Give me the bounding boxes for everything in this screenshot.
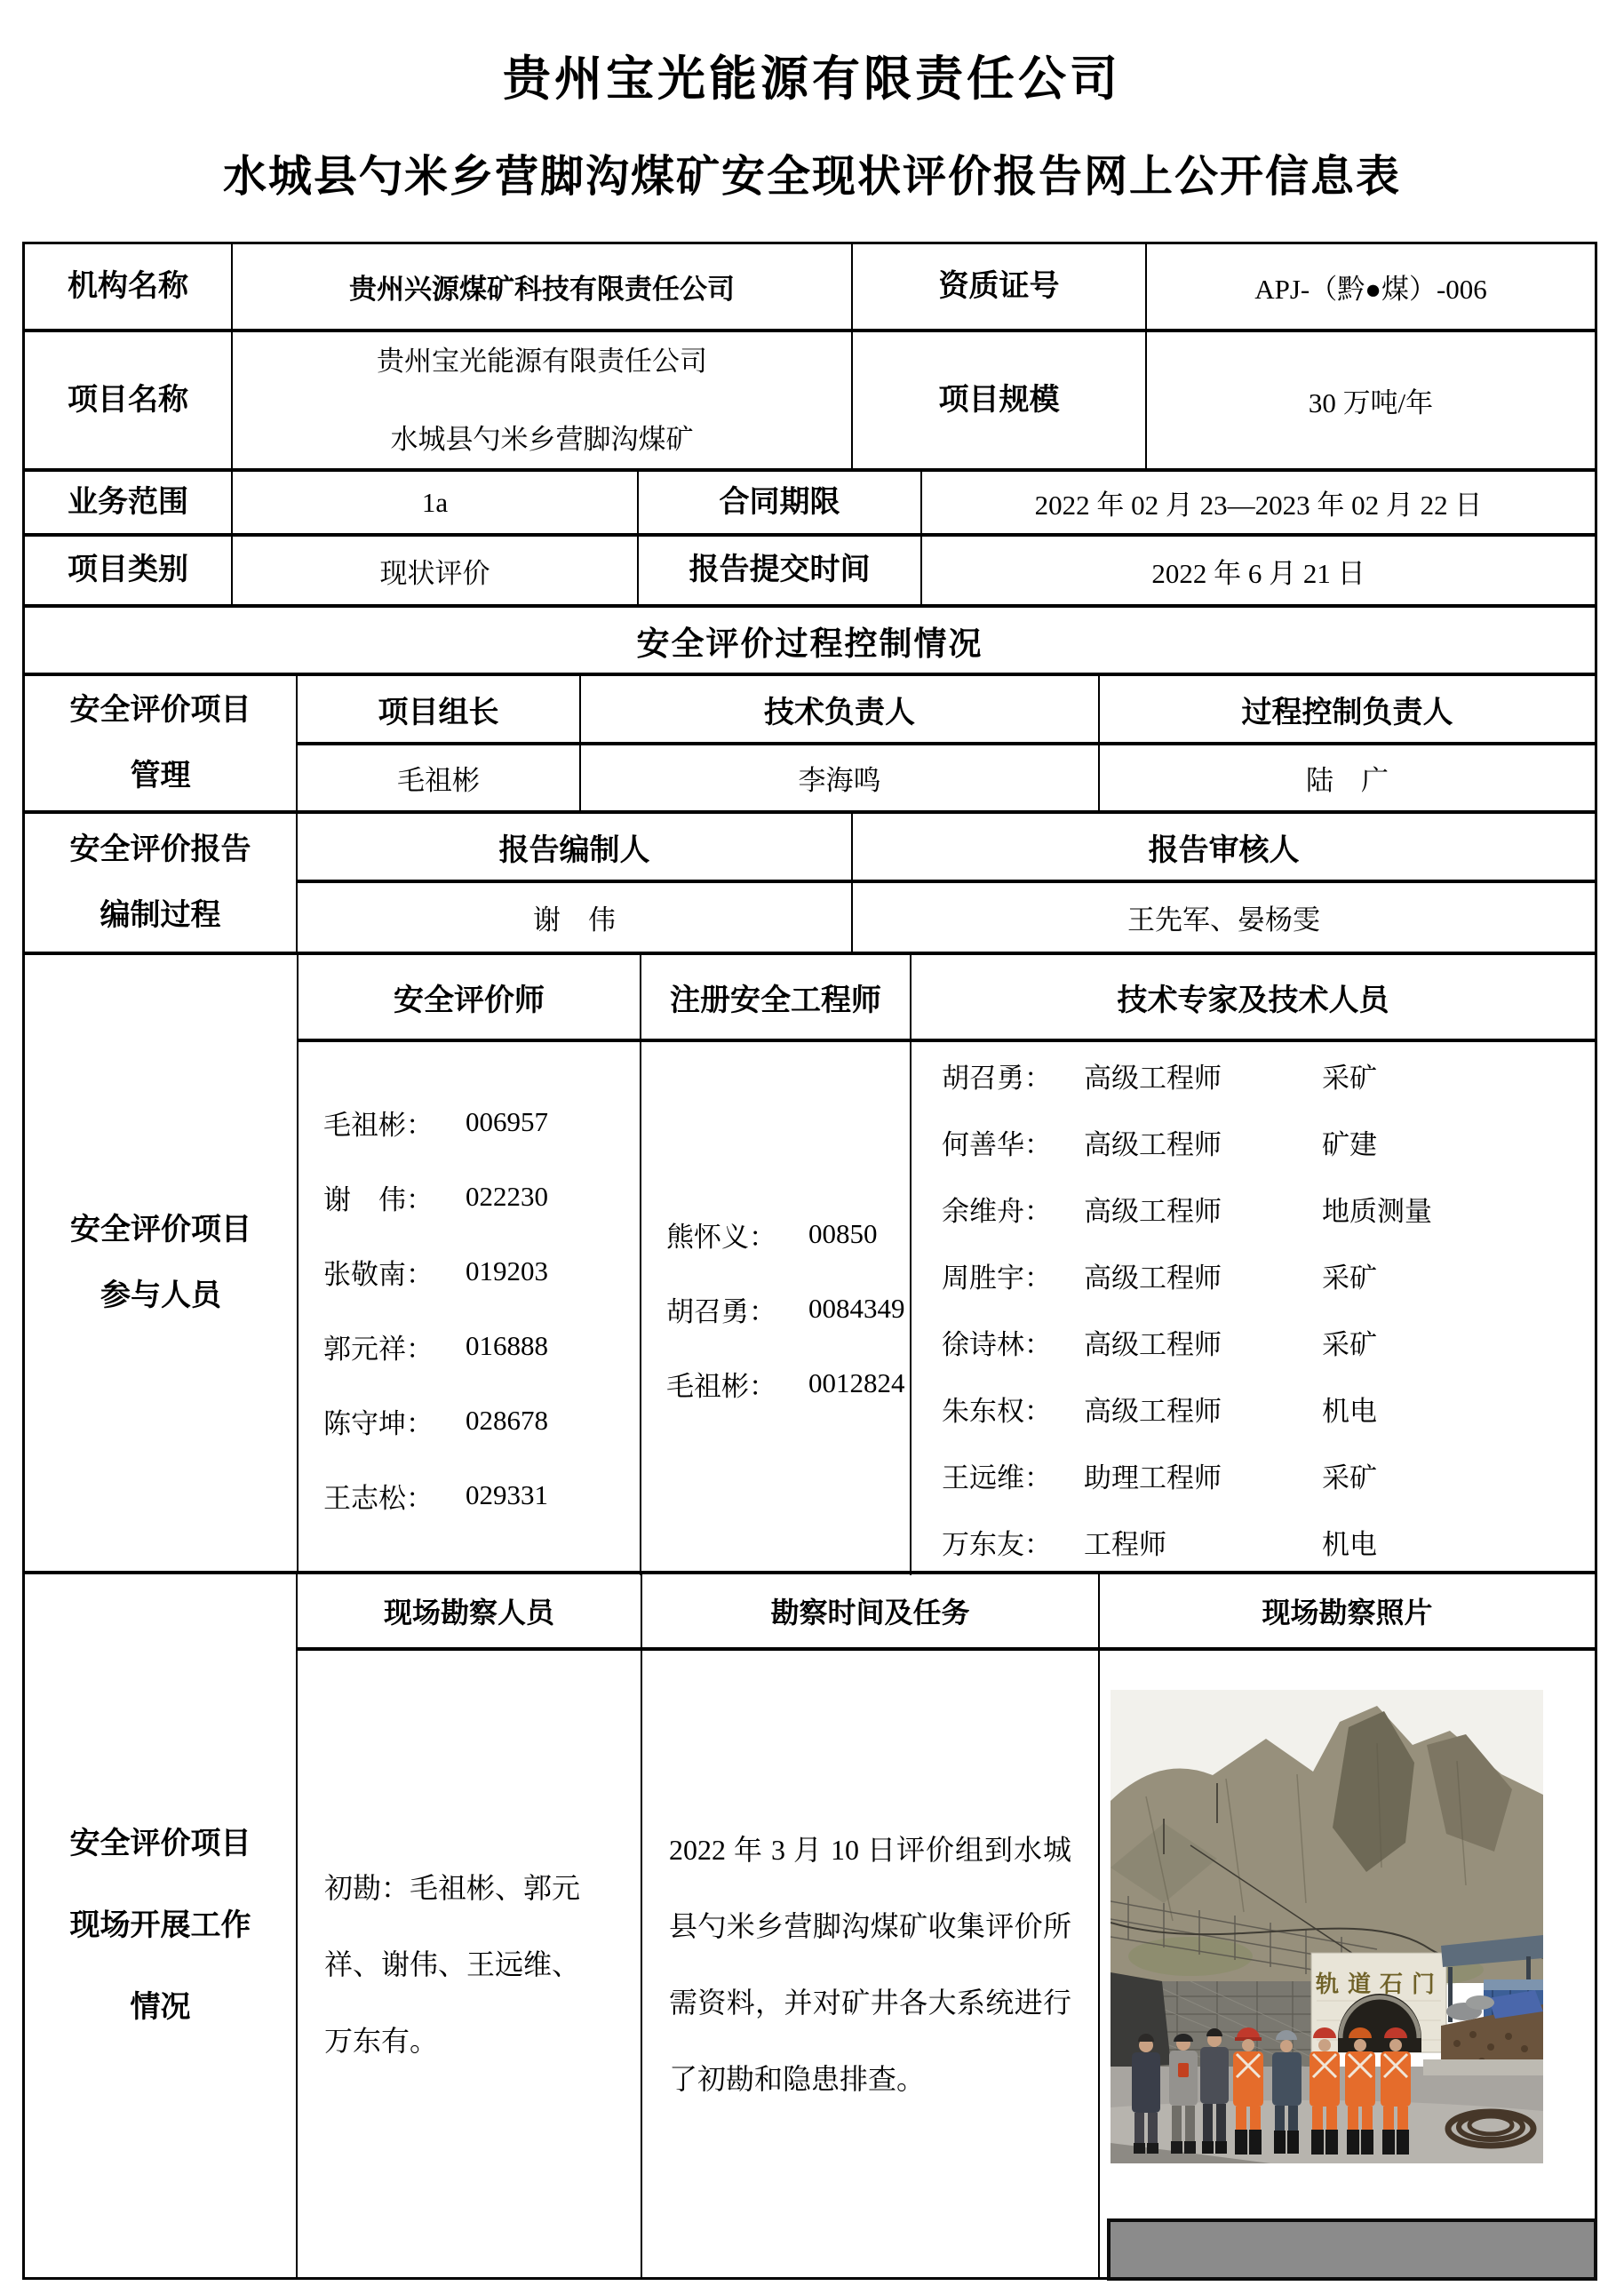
expert-title: 高级工程师 xyxy=(1084,1063,1222,1094)
participants-header-row xyxy=(299,955,1595,1042)
engineer-cert: 00850 xyxy=(808,1218,878,1249)
section-report xyxy=(25,814,1595,955)
site-photo xyxy=(1111,1690,1543,2163)
list-item xyxy=(323,1383,548,1458)
evaluator-name: 谢 伟： xyxy=(323,1183,434,1215)
project-name-line2: 水城县勺米乡营脚沟煤矿 xyxy=(390,423,694,455)
evaluator-cert: 016888 xyxy=(466,1330,548,1361)
survey-photo-header: 现场勘察照片 xyxy=(1262,1597,1433,1629)
survey-personnel-cell xyxy=(298,1651,642,2277)
scope-label: 业务范围 xyxy=(25,472,233,533)
expert-field: 采矿 xyxy=(1322,1329,1377,1360)
survey-task-header: 勘察时间及任务 xyxy=(642,1574,1100,1647)
project-name-value xyxy=(233,332,853,468)
report-header-row xyxy=(298,814,1595,883)
engineer-header: 注册安全工程师 xyxy=(641,955,912,1039)
evaluator-list-cell xyxy=(299,1042,641,1575)
evaluator-name: 毛祖彬： xyxy=(323,1109,434,1141)
list-item xyxy=(666,1271,905,1346)
management-grid xyxy=(298,676,1595,810)
list-item xyxy=(942,1509,1377,1575)
project-name-line1: 贵州宝光能源有限责任公司 xyxy=(377,345,707,377)
evaluator-list xyxy=(299,1042,640,1575)
expert-name: 王远维： xyxy=(942,1462,1052,1493)
document-title: 贵州宝光能源有限责任公司 xyxy=(503,52,1121,106)
engineer-cert: 0084349 xyxy=(808,1293,905,1324)
list-item xyxy=(942,1309,1377,1375)
list-item xyxy=(323,1458,548,1533)
leader-value: 毛祖彬 xyxy=(298,745,581,810)
site-photo-illustration xyxy=(1111,1690,1543,2163)
expert-title: 高级工程师 xyxy=(1084,1396,1222,1427)
evaluator-cert: 006957 xyxy=(466,1106,548,1137)
participants-body-row xyxy=(299,1042,1595,1575)
evaluator-cert: 029331 xyxy=(466,1479,548,1510)
expert-field: 采矿 xyxy=(1322,1462,1377,1493)
management-label-line2: 管理 xyxy=(130,759,191,793)
engineer-list xyxy=(641,1042,910,1575)
survey-personnel-text: 初勘：毛祖彬、郭元祥、谢伟、王远维、万东有。 xyxy=(324,1871,581,2057)
list-item xyxy=(942,1242,1377,1309)
submit-time-value: 2022 年 6 月 21 日 xyxy=(1151,557,1365,589)
report-value-row xyxy=(298,883,1595,952)
engineer-cert: 0012824 xyxy=(808,1367,905,1398)
expert-field: 地质测量 xyxy=(1322,1196,1432,1227)
participants-label xyxy=(25,955,299,1571)
row-organization xyxy=(25,244,1595,332)
management-label-line1: 安全评价项目 xyxy=(69,693,251,727)
list-item xyxy=(323,1085,548,1159)
expert-title: 高级工程师 xyxy=(1084,1329,1222,1360)
tech-lead-value: 李海鸣 xyxy=(581,745,1100,810)
evaluator-cert: 028678 xyxy=(466,1405,548,1436)
evaluator-name: 王志松： xyxy=(323,1482,434,1514)
survey-task-text: 2022 年 3 月 10 日评价组到水城县勺米乡营脚沟煤矿收集评价所需资料，并对矿井各大系统进行了初勘和隐患排查。 xyxy=(669,1833,1071,2095)
expert-field: 采矿 xyxy=(1322,1262,1377,1294)
category-value: 现状评价 xyxy=(233,537,639,604)
expert-field: 矿建 xyxy=(1322,1129,1377,1160)
expert-header: 技术专家及技术人员 xyxy=(1117,984,1389,1017)
list-item xyxy=(323,1159,548,1234)
row-scope xyxy=(25,472,1595,537)
list-item xyxy=(942,1042,1377,1109)
list-item xyxy=(666,1346,905,1421)
report-reviewer-header: 报告审核人 xyxy=(1148,833,1300,867)
report-writer-value: 谢 伟 xyxy=(298,883,853,952)
list-item xyxy=(323,1309,548,1383)
engineer-list-cell xyxy=(641,1042,912,1575)
engineer-name: 熊怀义： xyxy=(666,1221,776,1253)
engineer-name: 毛祖彬： xyxy=(666,1370,776,1402)
expert-name: 周胜宇： xyxy=(942,1262,1052,1294)
expert-list-cell xyxy=(912,1042,1595,1575)
management-value-row xyxy=(298,745,1595,810)
survey-task-cell xyxy=(642,1651,1100,2277)
process-control-header: 过程控制负责人 xyxy=(1241,696,1453,729)
expert-field: 机电 xyxy=(1322,1529,1377,1560)
org-name-value: 贵州兴源煤矿科技有限责任公司 xyxy=(233,244,853,329)
contract-label: 合同期限 xyxy=(639,472,922,533)
evaluator-cert: 019203 xyxy=(466,1255,548,1286)
list-item xyxy=(942,1175,1432,1242)
report-grid xyxy=(298,814,1595,952)
redacted-caption-bar xyxy=(1107,2218,1597,2281)
evaluator-cert: 022230 xyxy=(466,1181,548,1212)
report-label-line2: 编制过程 xyxy=(100,898,221,932)
report-label-line1: 安全评价报告 xyxy=(69,832,251,866)
report-writer-header: 报告编制人 xyxy=(298,814,853,880)
survey-personnel-header: 现场勘察人员 xyxy=(298,1574,642,1647)
org-name-label: 机构名称 xyxy=(25,244,233,329)
expert-title: 助理工程师 xyxy=(1084,1462,1222,1493)
section-participants xyxy=(25,955,1595,1574)
expert-name: 何善华： xyxy=(942,1129,1052,1160)
expert-field: 采矿 xyxy=(1322,1063,1377,1094)
expert-title: 高级工程师 xyxy=(1084,1129,1222,1160)
project-scale-label: 项目规模 xyxy=(853,332,1147,468)
participants-label-line1: 安全评价项目 xyxy=(70,1213,251,1247)
row-process-banner xyxy=(25,608,1595,676)
expert-field: 机电 xyxy=(1322,1396,1377,1427)
evaluator-name: 郭元祥： xyxy=(323,1333,434,1365)
expert-name: 徐诗林： xyxy=(942,1329,1052,1360)
expert-name: 万东友： xyxy=(942,1529,1052,1560)
tech-lead-header: 技术负责人 xyxy=(581,676,1100,742)
expert-name: 朱东权： xyxy=(942,1396,1052,1427)
evaluator-header: 安全评价师 xyxy=(299,955,641,1039)
section-management xyxy=(25,676,1595,814)
list-item xyxy=(666,1197,878,1271)
expert-title: 高级工程师 xyxy=(1084,1262,1222,1294)
row-category xyxy=(25,537,1595,608)
cert-no-label: 资质证号 xyxy=(853,244,1147,329)
participants-label-line2: 参与人员 xyxy=(100,1278,221,1312)
site-work-label-line1: 安全评价项目 xyxy=(69,1827,251,1860)
site-work-header-row xyxy=(298,1574,1595,1651)
document-subtitle: 水城县勺米乡营脚沟煤矿安全现状评价报告网上公开信息表 xyxy=(222,152,1401,201)
cert-no-value: APJ-（黔●煤）-006 xyxy=(1254,274,1487,305)
row-project xyxy=(25,332,1595,472)
evaluator-name: 张敬南： xyxy=(323,1258,434,1290)
project-scale-value: 30 万吨/年 xyxy=(1308,387,1434,418)
evaluator-name: 陈守坤： xyxy=(323,1407,434,1439)
project-name-label: 项目名称 xyxy=(25,332,233,468)
expert-title: 高级工程师 xyxy=(1084,1196,1222,1227)
participants-grid xyxy=(299,955,1595,1571)
report-label xyxy=(25,814,298,952)
management-header-row xyxy=(298,676,1595,745)
expert-name: 余维舟： xyxy=(942,1196,1052,1227)
leader-header: 项目组长 xyxy=(298,676,581,742)
report-reviewer-value: 王先军、晏杨雯 xyxy=(1127,904,1320,936)
engineer-name: 胡召勇： xyxy=(666,1295,776,1327)
submit-time-label: 报告提交时间 xyxy=(639,537,922,604)
portal-sign-text: 轨道石门 xyxy=(1315,1971,1445,1997)
process-control-value: 陆 广 xyxy=(1306,765,1389,796)
site-work-label-line3: 情况 xyxy=(130,1990,191,2024)
list-item xyxy=(942,1375,1377,1442)
expert-list xyxy=(912,1042,1595,1575)
site-work-label xyxy=(25,1574,298,2277)
management-label xyxy=(25,676,298,810)
list-item xyxy=(323,1234,548,1309)
contract-value: 2022 年 02 月 23—2023 年 02 月 22 日 xyxy=(1034,490,1483,521)
scope-value: 1a xyxy=(233,472,639,533)
expert-title: 工程师 xyxy=(1084,1529,1166,1560)
list-item xyxy=(942,1109,1377,1175)
site-work-label-line2: 现场开展工作 xyxy=(69,1908,251,1942)
category-label: 项目类别 xyxy=(25,537,233,604)
process-section-title: 安全评价过程控制情况 xyxy=(636,625,983,663)
list-item xyxy=(942,1442,1377,1509)
expert-name: 胡召勇： xyxy=(942,1063,1052,1094)
